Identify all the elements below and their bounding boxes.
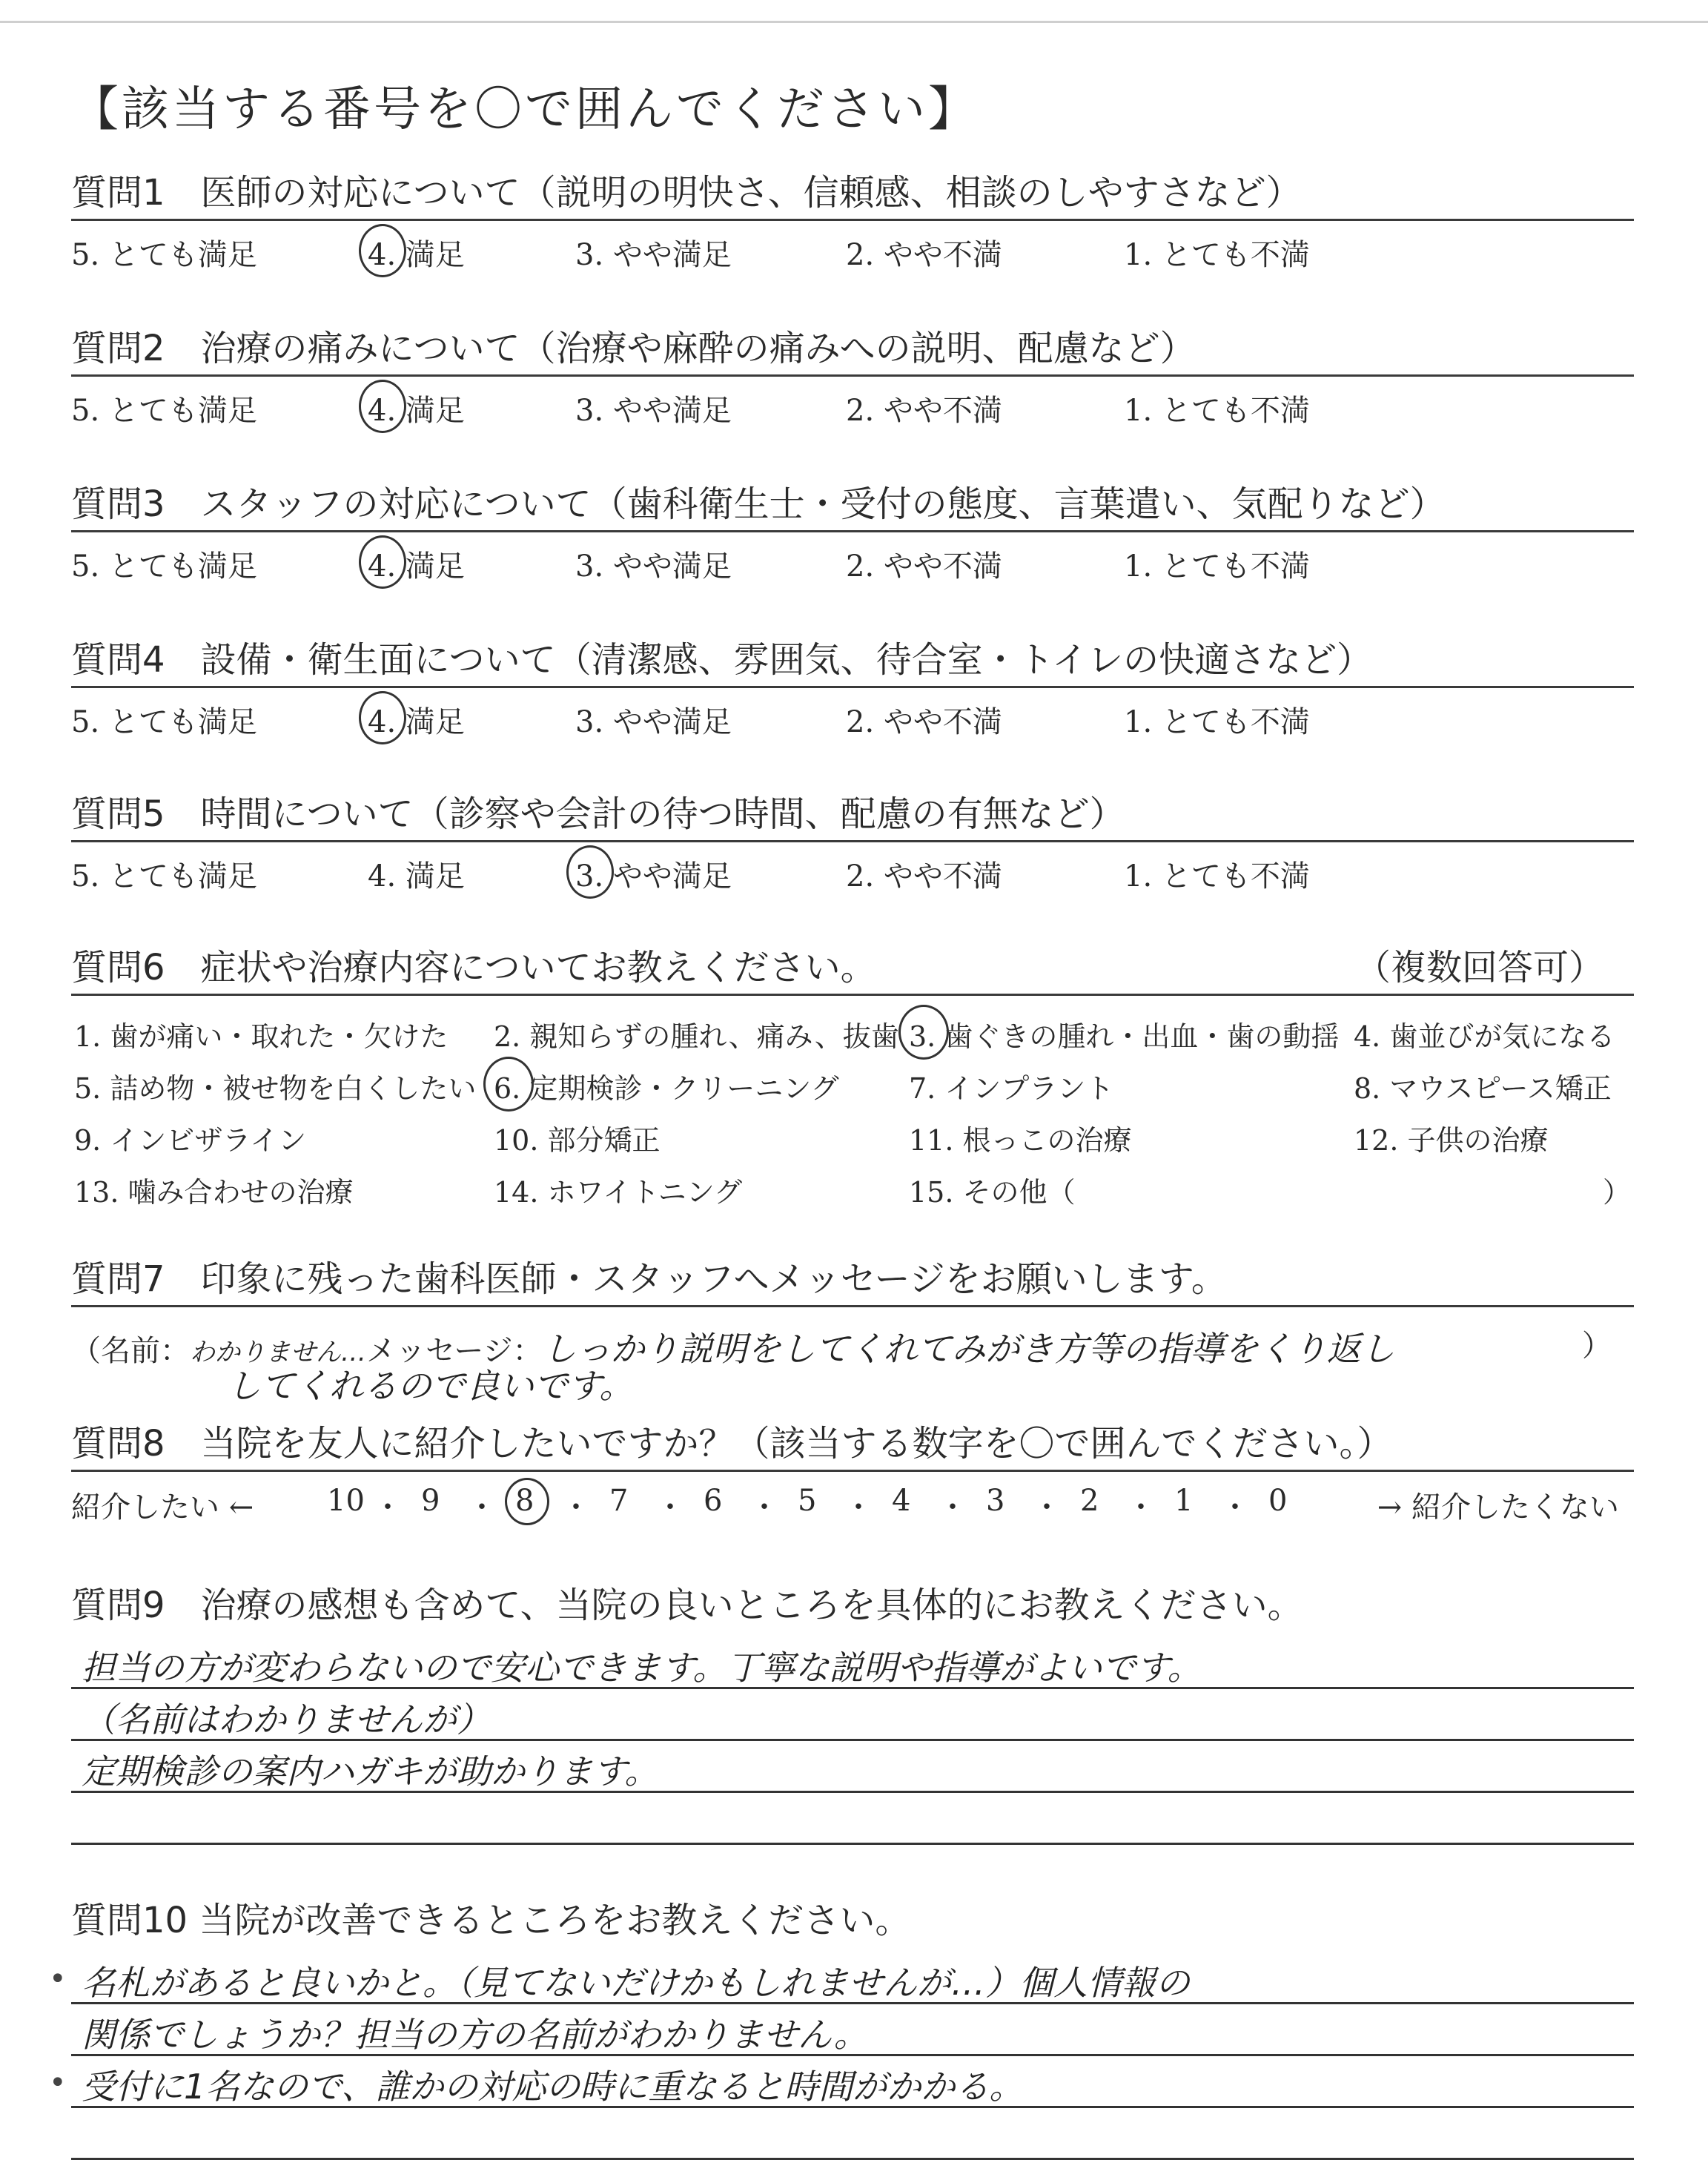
question-6-title-text: 質問6 症状や治療内容についてお教えください。: [71, 947, 876, 988]
q9-answer-text: 担当の方が変わらないので安心できます。丁寧な説明や指導がよいです。: [82, 1648, 1202, 1688]
rating-option[interactable]: 1. とても不満: [1124, 859, 1310, 894]
name-label: （名前：: [71, 1334, 190, 1368]
question-10: [71, 1895, 1634, 1946]
question-5-options: [71, 842, 1634, 902]
rating-option[interactable]: 2. やや不満: [846, 238, 1002, 272]
rating-option[interactable]: 3. やや満足: [575, 238, 732, 272]
question-1-title: 質問1 医師の対応について（説明の明快さ、信頼感、相談のしやすさなど）: [71, 172, 1302, 214]
recommend-number[interactable]: 9: [421, 1484, 440, 1518]
symptom-option[interactable]: 2. 親知らずの腫れ、痛み、抜歯: [494, 1020, 899, 1053]
message-handwriting-1: しっかり説明をしてくれてみがき方等の指導をくり返し: [542, 1329, 1395, 1369]
recommend-number[interactable]: 6: [704, 1484, 723, 1518]
selection-circle: [359, 691, 406, 744]
symptom-option[interactable]: 12. 子供の治療: [1354, 1124, 1549, 1157]
scale-separator: ・: [1032, 1490, 1062, 1525]
q10-answer-text: 名札があると良いかと。（見てないだけかもしれませんが…）個人情報の: [82, 1963, 1190, 2003]
selection-circle: [898, 1005, 949, 1060]
rating-option[interactable]: 1. とても不満: [1124, 238, 1310, 272]
recommend-right-label: → 紹介したくない: [1377, 1490, 1619, 1525]
question-4-title: 質問4 設備・衛生面について（清潔感、雰囲気、待合室・トイレの快適さなど）: [71, 639, 1373, 681]
selection-circle: [359, 535, 406, 589]
rating-option[interactable]: 5. とても満足: [71, 394, 257, 428]
symptom-option[interactable]: 4. 歯並びが気になる: [1354, 1020, 1615, 1053]
q10-answer-text: 関係でしょうか？担当の方の名前がわかりません。: [82, 2015, 868, 2055]
message-handwriting-2: してくれるので良いです。: [227, 1366, 634, 1406]
symptom-option[interactable]: ）: [1603, 1176, 1632, 1209]
question-5-title: 質問5 時間について（診察や会計の待つ時間、配慮の有無など）: [71, 793, 1125, 835]
rating-option[interactable]: 4. 満足: [368, 238, 465, 272]
question-6-title: [71, 942, 1634, 994]
selection-circle: [566, 845, 614, 899]
question-3-options: [71, 532, 1634, 592]
symptom-option[interactable]: 5. 詰め物・被せ物を白くしたい: [74, 1072, 477, 1105]
question-2: [71, 323, 1634, 436]
scale-separator: ・: [938, 1490, 967, 1525]
recommend-number[interactable]: 3: [986, 1484, 1005, 1518]
recommend-number[interactable]: 2: [1080, 1484, 1099, 1518]
question-4-options: [71, 688, 1634, 747]
rating-option[interactable]: 5. とても満足: [71, 859, 257, 894]
selection-circle: [359, 224, 406, 277]
q10-answer-text: 受付に1名なので、誰かの対応の時に重なると時間がかかる。: [82, 2067, 1024, 2107]
rating-option[interactable]: 4. 満足: [368, 394, 465, 428]
recommend-number[interactable]: 0: [1268, 1484, 1288, 1518]
symptom-option[interactable]: 10. 部分矯正: [494, 1124, 661, 1157]
rating-option[interactable]: 3. やや満足: [575, 394, 732, 428]
rating-option[interactable]: 5. とても満足: [71, 705, 257, 739]
question-3: [71, 478, 1634, 592]
rating-option[interactable]: 1. とても不満: [1124, 549, 1310, 584]
rating-option[interactable]: 1. とても不満: [1124, 394, 1310, 428]
question-4: [71, 634, 1634, 747]
symptom-option[interactable]: 3. 歯ぐきの腫れ・出血・歯の動揺: [909, 1020, 1340, 1053]
question-1-options: [71, 221, 1634, 280]
question-7-title: 質問7 印象に残った歯科医師・スタッフへメッセージをお願いします。: [71, 1258, 1227, 1300]
selection-circle: [505, 1478, 549, 1525]
rating-option[interactable]: 1. とても不満: [1124, 705, 1310, 739]
q9-answer-text: 定期検診の案内ハガキが助かります。: [82, 1751, 659, 1791]
q9-answer-text: （名前はわかりませんが）: [82, 1700, 491, 1740]
name-handwriting: わかりません…: [190, 1338, 366, 1367]
symptom-option[interactable]: 7. インプラント: [909, 1072, 1114, 1105]
message-label: メッセージ：: [366, 1334, 543, 1368]
rating-option[interactable]: 3. やや満足: [575, 859, 732, 894]
recommend-number[interactable]: 5: [798, 1484, 817, 1518]
recommend-left-label: 紹介したい ←: [71, 1490, 254, 1525]
question-8-title: 質問8 当院を友人に紹介したいですか？（該当する数字を〇で囲んでください。）: [71, 1423, 1393, 1464]
symptom-option[interactable]: 1. 歯が痛い・取れた・欠けた: [74, 1020, 448, 1053]
question-9: [71, 1579, 1634, 1631]
question-6-options: [71, 996, 1634, 1211]
rating-option[interactable]: 5. とても満足: [71, 549, 257, 584]
question-1: [71, 167, 1634, 280]
question-2-options: [71, 377, 1634, 436]
scale-separator: ・: [1220, 1490, 1250, 1525]
scale-separator: ・: [844, 1490, 873, 1525]
selection-circle: [359, 380, 406, 433]
question-8: [71, 1418, 1634, 1528]
rating-option[interactable]: 5. とても満足: [71, 238, 257, 272]
rating-option[interactable]: 2. やや不満: [846, 394, 1002, 428]
selection-circle: [483, 1057, 534, 1112]
recommend-number[interactable]: 4: [892, 1484, 911, 1518]
question-7-message-content: [71, 1322, 1395, 1371]
scale-separator: ・: [467, 1490, 497, 1525]
bullet-mark: •: [49, 1962, 67, 1996]
question-6: [71, 942, 1634, 1211]
symptom-option[interactable]: 8. マウスピース矯正: [1354, 1072, 1612, 1105]
question-7: [71, 1253, 1634, 1408]
symptom-option[interactable]: 14. ホワイトニング: [494, 1176, 743, 1209]
recommend-number[interactable]: 7: [609, 1484, 629, 1518]
top-rule: [0, 21, 1708, 23]
scale-separator: ・: [561, 1490, 591, 1525]
symptom-option[interactable]: 15. その他（: [909, 1176, 1076, 1209]
scale-separator: ・: [655, 1490, 685, 1525]
rating-option[interactable]: 3. やや満足: [575, 549, 732, 584]
symptom-option[interactable]: 9. インビザライン: [74, 1124, 307, 1157]
symptom-option[interactable]: 11. 根っこの治療: [909, 1124, 1132, 1157]
rating-option[interactable]: 4. 満足: [368, 549, 465, 584]
question-3-title: 質問3 スタッフの対応について（歯科衛生士・受付の態度、言葉遣い、気配りなど）: [71, 483, 1446, 525]
question-5: [71, 788, 1634, 902]
q9-answer-line: [71, 1843, 1634, 1845]
rating-option[interactable]: 4. 満足: [368, 705, 465, 739]
rating-option[interactable]: 3. やや満足: [575, 705, 732, 739]
scale-separator: ・: [749, 1490, 779, 1525]
message-close-paren: ）: [1582, 1329, 1612, 1363]
recommend-number[interactable]: 10: [327, 1484, 365, 1518]
rating-option[interactable]: 2. やや不満: [846, 859, 1002, 894]
scale-separator: ・: [373, 1490, 403, 1525]
symptom-option[interactable]: 6. 定期検診・クリーニング: [494, 1072, 839, 1105]
question-9-title: 質問9 治療の感想も含めて、当院の良いところを具体的にお教えください。: [71, 1585, 1303, 1626]
question-6-note: （複数回答可）: [1354, 947, 1604, 988]
question-8-scale: [71, 1472, 1634, 1528]
page-header: 【該当する番号を〇で囲んでください】: [71, 82, 979, 137]
question-7-message-line: [71, 1307, 1634, 1374]
symptom-option[interactable]: 13. 噛み合わせの治療: [74, 1176, 354, 1209]
recommend-number[interactable]: 1: [1174, 1484, 1194, 1518]
rating-option[interactable]: 2. やや不満: [846, 705, 1002, 739]
bullet-mark: •: [49, 2066, 67, 2100]
rating-option[interactable]: 2. やや不満: [846, 549, 1002, 584]
rating-option[interactable]: 4. 満足: [368, 859, 465, 894]
recommend-number[interactable]: 8: [515, 1484, 534, 1518]
scale-separator: ・: [1126, 1490, 1156, 1525]
question-2-title: 質問2 治療の痛みについて（治療や麻酔の痛みへの説明、配慮など）: [71, 328, 1196, 369]
question-10-title: 質問10 当院が改善できるところをお教えください。: [71, 1900, 911, 1941]
